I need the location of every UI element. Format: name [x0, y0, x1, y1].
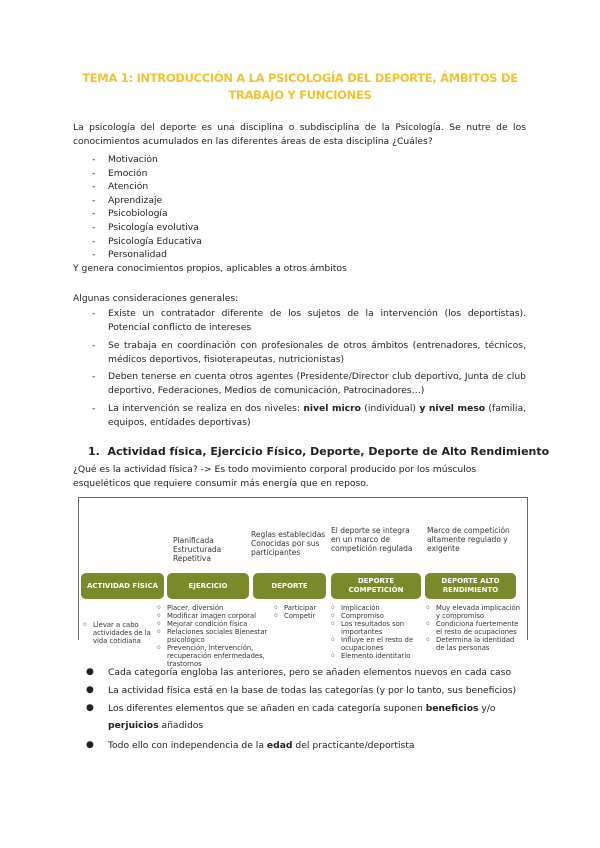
list-item: Personalidad — [108, 249, 167, 261]
category-box: DEPORTE COMPETICIÓN — [331, 573, 421, 599]
category-item: o Placer, diversión — [157, 604, 287, 612]
dash: - — [92, 181, 96, 193]
dash: - — [92, 222, 96, 233]
bullet-icon: ● — [86, 740, 94, 750]
bullet-icon: ● — [86, 685, 94, 695]
category-item: o Compromiso — [331, 612, 421, 620]
list-item: Se trabaja en coordinación con profesionales de otros ámbitos (entrenadores, técnicos, médicos deportivos, fisioterapeutas, nutricionistas) — [108, 340, 526, 365]
list-item: Deben tenerse en cuenta otros agentes (Presidente/Director club deportivo, Junta de club deportivo, Federaciones, Medios de comunicación, Patrocinadores…) — [108, 371, 526, 396]
bullet-icon: ● — [86, 667, 94, 677]
list-item: Emoción — [108, 167, 148, 179]
question-paragraph: ¿Qué es la actividad física? -> Es todo movimiento corporal producido por los músculos esqueléticos que requiere consumir más energía que en reposo. — [73, 464, 477, 489]
text: Cada categoría engloba las anteriores, pero se añaden elementos nuevos en cada caso — [108, 667, 512, 678]
category-item: o Elemento identitario — [331, 652, 421, 660]
list-item: Psicología Educativa — [108, 235, 202, 247]
dash: - — [92, 249, 96, 261]
consideraciones-title: Algunas consideraciones generales: — [73, 293, 239, 304]
category-box: EJERCICIO — [167, 573, 249, 599]
list-item — [108, 682, 528, 699]
category-items — [274, 604, 329, 620]
list-item: Existe un contratador diferente de los sujetos de la intervención (los deportistas). Potencial conflicto de intereses — [108, 308, 526, 333]
intro-paragraph: La psicología del deporte es una disciplina o subdisciplina de la Psicología. Se nutre de los conocimientos acumulados en las diferentes áreas de esta disciplina ¿Cuáles? — [73, 122, 526, 147]
list-item: Motivación — [108, 154, 158, 165]
column-description: Reglas establecidas Conocidas por sus participantes — [251, 530, 326, 557]
text: añadidos — [158, 720, 204, 731]
text: (individual) — [360, 403, 420, 414]
list-item: Psicología evolutiva — [108, 222, 199, 233]
category-item: o Prevención, intervención, recuperación enfermedades, trastornos — [157, 644, 287, 668]
list-item — [108, 700, 528, 734]
category-box: DEPORTE — [253, 573, 326, 599]
categories-diagram — [78, 497, 528, 668]
column-description: Marco de competición altamente regulado y exigente — [427, 526, 510, 553]
column-description: Planificada Estructurada Repetitiva — [173, 536, 222, 563]
document-title: TEMA 1: INTRODUCCIÓN A LA PSICOLOGÍA DEL DEPORTE, ÁMBITOS DE TRABAJO Y FUNCIONES — [82, 71, 518, 102]
text: y/o — [478, 703, 496, 714]
section-heading — [88, 445, 549, 458]
text: (familia, equipos, entidades deportivas) — [108, 403, 527, 428]
text: La actividad física está en la base de todas las categorías (y por lo tanto, sus beneficios) — [108, 685, 517, 696]
category-box: DEPORTE ALTO RENDIMIENTO — [425, 573, 516, 599]
text: Los diferentes elementos que se añaden en cada categoría suponen — [108, 703, 426, 714]
dash: - — [92, 167, 96, 179]
dash: - — [92, 154, 96, 165]
bold-text: nivel micro — [303, 403, 361, 414]
category-item: o Implicación — [331, 604, 421, 612]
bullet-icon: ● — [86, 703, 94, 713]
category-item: o Competir — [274, 612, 329, 620]
bold-text: perjuicios — [108, 720, 159, 731]
bold-text: edad — [266, 740, 293, 751]
category-item: o Llevar a cabo actividades de la vida cotidiana — [83, 621, 163, 645]
category-box: ACTIVIDAD FÍSICA — [81, 573, 164, 599]
text: del practicante/deportista — [292, 740, 415, 751]
category-item: o Condiciona fuertemente el resto de ocupaciones — [426, 620, 521, 636]
list-item — [108, 737, 528, 754]
genera-text: Y genera conocimientos propios, aplicables a otros ámbitos — [73, 263, 347, 274]
category-item: o Mejorar condición física — [157, 620, 287, 628]
list-item: Aprendizaje — [108, 194, 163, 206]
dash: - — [92, 194, 96, 206]
bold-text: y nivel meso — [419, 403, 486, 414]
text: Todo ello con independencia de la — [108, 740, 267, 751]
column-description: El deporte se integra en un marco de competición regulada — [331, 526, 413, 553]
section-title: Actividad física, Ejercicio Físico, Deporte, Deporte de Alto Rendimiento — [107, 445, 550, 458]
dash: - — [92, 371, 96, 382]
category-item: o Participar — [274, 604, 329, 612]
list-item: Atención — [108, 181, 149, 193]
category-items — [331, 604, 421, 660]
list-item — [108, 664, 528, 681]
category-item: o Modificar imagen corporal — [157, 612, 287, 620]
dash: - — [92, 340, 96, 351]
category-item: o Determina la identidad de las personas — [426, 636, 521, 652]
category-item: o Los resultados son importantes — [331, 620, 421, 636]
category-item: o Muy elevada implicación y compromiso — [426, 604, 521, 620]
category-items — [83, 621, 163, 645]
dash: - — [92, 208, 96, 220]
dash: - — [92, 308, 96, 319]
list-item — [108, 402, 526, 429]
category-items — [157, 604, 287, 668]
category-items — [426, 604, 521, 652]
text: La intervención se realiza en dos niveles: — [108, 403, 304, 414]
list-item: Psicobiología — [108, 208, 168, 220]
dash: - — [92, 235, 96, 247]
category-item: o Influye en el resto de ocupaciones — [331, 636, 421, 652]
section-number: 1. — [88, 445, 100, 458]
bold-text: beneficios — [425, 703, 479, 714]
dash: - — [92, 403, 96, 414]
category-item: o Relaciones sociales Bienestar psicológico — [157, 628, 287, 644]
